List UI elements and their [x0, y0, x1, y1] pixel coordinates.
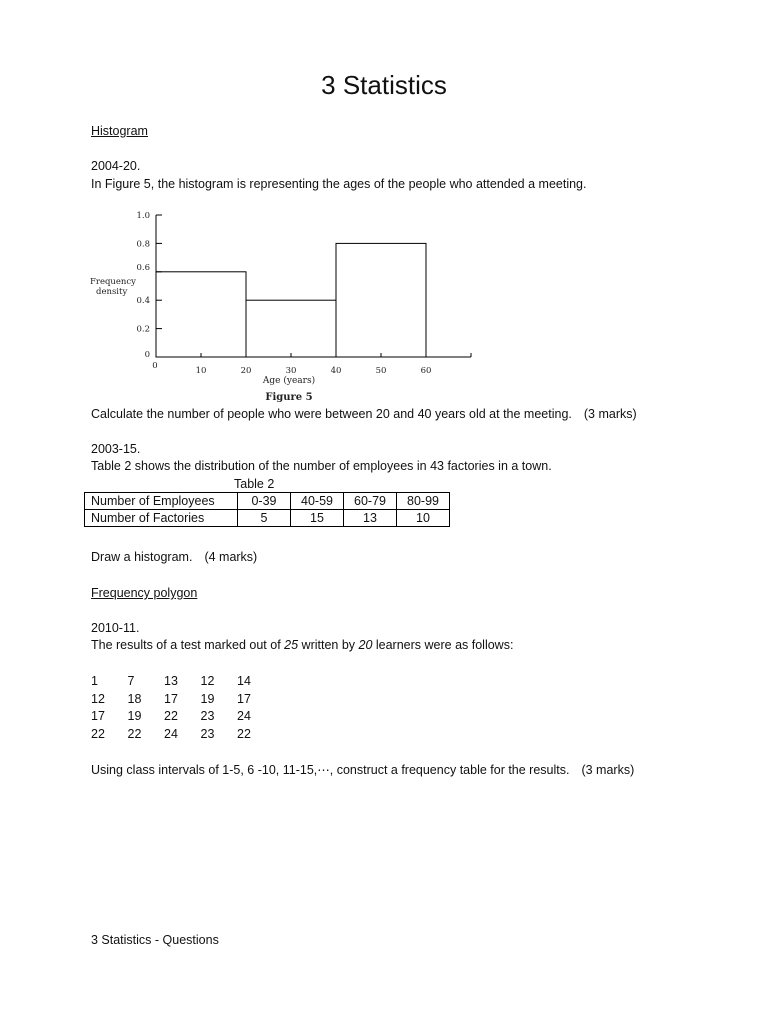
histogram-bar — [336, 243, 426, 357]
score: 22 — [91, 726, 105, 741]
page-footer: 3 Statistics - Questions — [91, 933, 219, 947]
histogram-bar — [156, 272, 246, 357]
figure-reference: Figure 5, — [104, 177, 155, 191]
figure-caption: Figure 5 — [265, 392, 313, 403]
text-part: written by — [298, 638, 359, 652]
table-row — [85, 493, 450, 510]
score: 24 — [237, 709, 251, 724]
x-tick-label: 60 — [420, 366, 432, 376]
score: 17 — [164, 691, 178, 706]
score: 14 — [237, 673, 251, 688]
score: 24 — [164, 726, 178, 741]
table-reference: Table 2 — [91, 459, 132, 473]
score: 7 — [127, 673, 135, 688]
question-body: Calculate the number of people who were between 20 and 40 years old at the meeting. — [91, 407, 572, 421]
section-heading-histogram: Histogram — [91, 124, 148, 138]
score: 17 — [237, 691, 251, 706]
score: 19 — [200, 691, 215, 706]
marks: (4 marks) — [204, 550, 258, 564]
row-label: Number of Factories — [85, 510, 238, 527]
question-code: 2003-15. — [91, 442, 141, 456]
y-tick-label: 0.8 — [136, 239, 150, 250]
row-label: Number of Employees — [85, 493, 238, 510]
question-code: 2010-11. — [91, 621, 140, 635]
x-axis-label: Age (years) — [262, 376, 316, 386]
table-caption: Table 2 — [234, 477, 275, 491]
x-tick-label: 0 — [152, 361, 158, 371]
factory-count: 13 — [344, 510, 397, 527]
score: 22 — [127, 726, 142, 741]
question-text — [91, 638, 513, 652]
text-part: In — [91, 177, 105, 191]
text-part: shows the distribution of the number of employees in 43 factories in a town. — [131, 459, 552, 473]
table-row — [91, 725, 274, 743]
question-body: Using class intervals of 1-5, 6 -10, 11-15,⋯, construct a frequency table for the results. — [91, 763, 570, 777]
class-interval: 80-99 — [397, 493, 450, 510]
table-row — [91, 672, 274, 690]
y-axis-label-line2: density — [96, 287, 128, 297]
scores-grid — [91, 672, 274, 743]
question-text — [91, 459, 552, 473]
question-text — [91, 407, 637, 421]
question-text — [91, 762, 634, 777]
question-text — [91, 550, 257, 564]
x-tick-label: 30 — [285, 366, 297, 376]
text-part: The results of a test marked out of — [91, 638, 285, 652]
employees-table — [84, 492, 450, 527]
score: 17 — [91, 709, 105, 724]
score: 22 — [164, 709, 178, 724]
score: 22 — [237, 726, 251, 741]
table-row — [91, 690, 274, 708]
y-tick-label: 0 — [144, 350, 150, 360]
y-tick-label: 1.0 — [136, 211, 150, 221]
marks: (3 marks) — [583, 407, 637, 421]
factory-count: 5 — [238, 510, 291, 527]
x-tick-label: 10 — [195, 366, 207, 376]
table-row — [91, 707, 274, 725]
score: 12 — [91, 691, 105, 706]
question-text — [91, 177, 586, 191]
page-title: 3 Statistics — [321, 70, 447, 100]
score: 1 — [91, 673, 98, 688]
question-body: Draw a histogram. — [91, 550, 193, 564]
histogram-chart — [84, 205, 484, 405]
section-heading-frequency-polygon: Frequency polygon — [91, 586, 198, 600]
score: 19 — [127, 709, 142, 724]
text-part: 20 — [358, 638, 373, 652]
x-tick-label: 20 — [240, 366, 252, 376]
y-axis-label: Frequency — [90, 277, 136, 287]
text-part: learners were as follows: — [372, 638, 514, 652]
y-tick-label: 0.4 — [136, 296, 150, 307]
x-tick-label: 50 — [375, 366, 387, 376]
class-interval: 0-39 — [238, 493, 291, 510]
table-row — [85, 510, 450, 527]
class-interval: 40-59 — [291, 493, 344, 510]
score: 23 — [200, 709, 215, 724]
question-code: 2004-20. — [91, 159, 141, 173]
score: 13 — [164, 673, 178, 688]
histogram-bar — [246, 300, 336, 357]
factory-count: 15 — [291, 510, 344, 527]
class-interval: 60-79 — [344, 493, 397, 510]
factory-count: 10 — [397, 510, 450, 527]
score: 23 — [200, 726, 215, 741]
score: 12 — [200, 673, 215, 688]
y-tick-label: 0.6 — [136, 262, 150, 273]
y-tick-label: 0.2 — [136, 324, 150, 335]
marks: (3 marks) — [581, 763, 635, 777]
text-part: 25 — [284, 638, 299, 652]
score: 18 — [127, 691, 142, 706]
x-tick-label: 40 — [330, 366, 342, 376]
text-part: the histogram is representing the ages of the people who attended a meeting. — [154, 177, 587, 191]
